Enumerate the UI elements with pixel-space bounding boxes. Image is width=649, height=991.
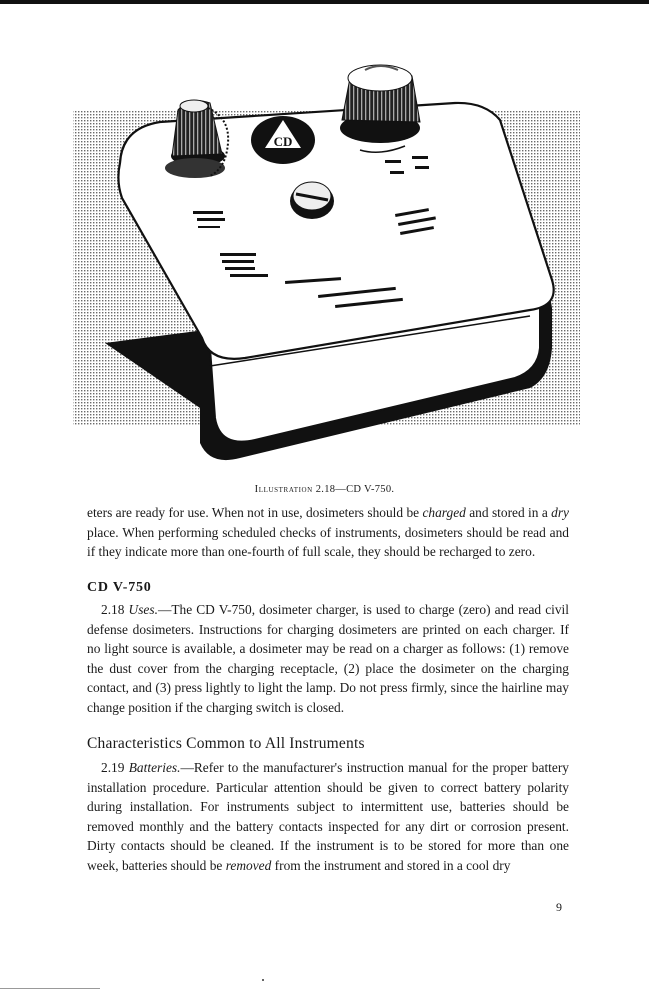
cd-logo-icon [251,116,315,164]
dosimeter-charger-drawing [60,48,600,473]
caption-text: 2.18—CD V-750. [312,484,395,495]
figure-caption [0,484,649,495]
section-2-19: 2.19 Batteries.—Refer to the manufacturer's instruction manual for the proper battery installation procedure. Particular attention should be given to correct battery polarity during installation. For instruments subject to intermittent use, batteries should be removed monthly and the battery contacts inspected for any dirt or corrosion present. Dirty contacts should be cleaned. If the instrument is to be stored for more than one week, batteries should be removed from the instrument and stored in a cool dry [87,760,569,873]
section-2-18 [87,600,569,718]
control-knob [340,65,420,143]
top-rule [0,0,649,4]
svg-text:CD: CD [273,134,293,149]
charging-switch [290,182,334,219]
section-body: —The CD V-750, dosimeter charger, is used to charge (zero) and read civil defense dosimeters. Instructions for charging dosimeters are printed on each charger. If no light source is available, a dosimeter may be read on a charger as follows: (1) remove the dust cover from the charging receptacle, (2) place the dosimeter on the charging contact, and (3) press lightly to light the lamp. Do not press firmly, since the hairline may change position if the charging switch is closed. [87,602,570,715]
scan-mark [262,979,264,981]
page-number: 9 [556,900,562,914]
section-title: Uses. [128,602,158,617]
section-title: Batteries. [128,760,181,775]
caption-label: Illustration [254,484,313,495]
illustration-cd-v750 [60,48,600,473]
bottom-rule [0,988,100,989]
section-number: 2.19 [101,760,129,775]
paragraph-continued: eters are ready for use. When not in use, dosimeters should be charged and stored in a dry place. When performing scheduled checks of instruments, dosimeters should be read and if they indicate more than one-fourth of full scale, they should be recharged to zero. [87,505,569,560]
section-number: 2.18 [101,602,129,617]
section-heading-common-characteristics: Characteristics Common to All Instruments [87,735,365,752]
section-heading-cd-v750: CD V-750 [87,580,152,595]
